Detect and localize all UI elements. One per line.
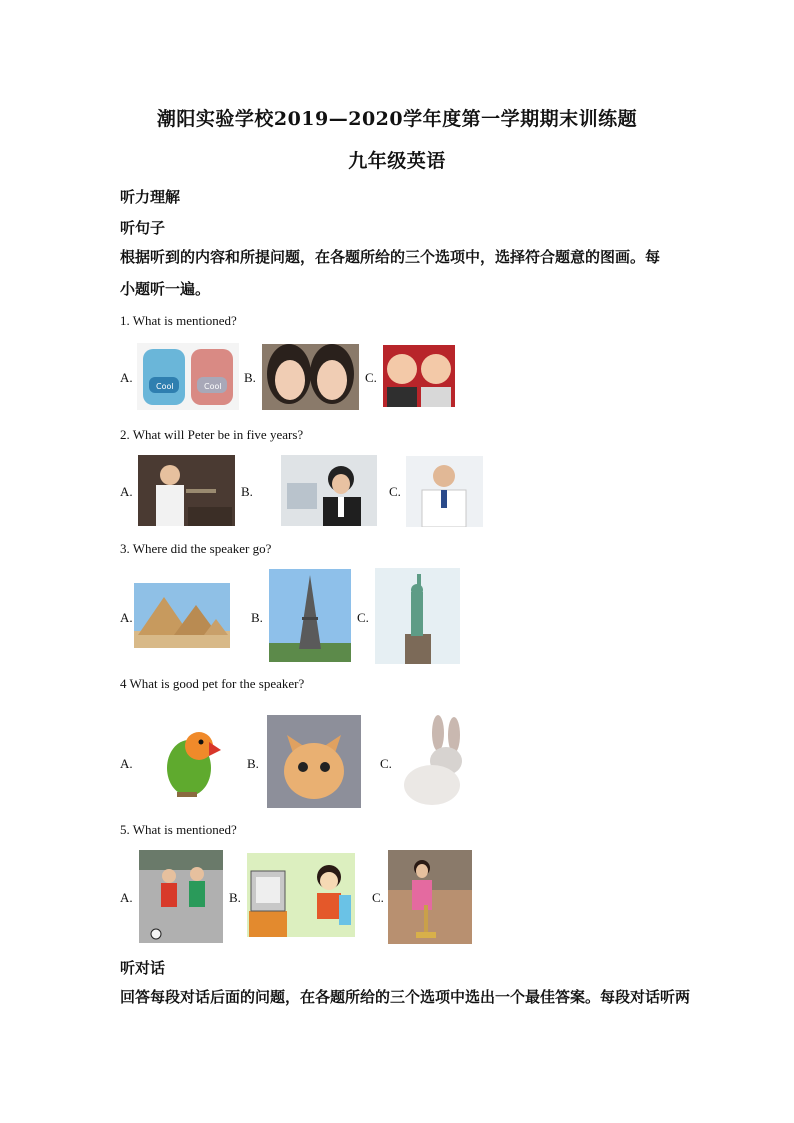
twin-babies-icon bbox=[383, 345, 455, 407]
q5-option-a-label: A. bbox=[120, 890, 133, 905]
pyramids-icon bbox=[134, 583, 230, 648]
rabbit-icon bbox=[398, 713, 474, 810]
section-heading-dialogues: 听对话 bbox=[120, 959, 166, 977]
q2-option-a-label: A. bbox=[120, 484, 133, 499]
school-bags-icon bbox=[137, 343, 239, 410]
kitten-icon bbox=[267, 715, 361, 808]
statue-of-liberty-icon bbox=[375, 568, 460, 664]
question-3: 3. Where did the speaker go? bbox=[120, 541, 272, 556]
waiter-icon bbox=[138, 455, 235, 526]
office-worker-icon bbox=[281, 455, 377, 526]
section-heading-listening: 听力理解 bbox=[120, 188, 181, 206]
q4-option-c-label: C. bbox=[380, 756, 392, 771]
q3-option-a-label: A. bbox=[120, 610, 133, 625]
q1-option-c-label: C. bbox=[365, 370, 377, 385]
page-subtitle: 九年级英语 bbox=[348, 150, 446, 172]
q1-option-a-label: A. bbox=[120, 370, 133, 385]
q2-option-c-label: C. bbox=[389, 484, 401, 499]
boys-football-icon bbox=[139, 850, 223, 943]
svg-text:Cool: Cool bbox=[156, 382, 174, 391]
eiffel-tower-icon bbox=[269, 569, 351, 662]
question-2: 2. What will Peter be in five years? bbox=[120, 427, 304, 442]
section-heading-sentences: 听句子 bbox=[120, 219, 166, 237]
svg-text:Cool: Cool bbox=[204, 382, 222, 391]
question-1: 1. What is mentioned? bbox=[120, 313, 237, 328]
q5-option-c-label: C. bbox=[372, 890, 384, 905]
doctor-icon bbox=[406, 456, 483, 527]
q4-option-a-label: A. bbox=[120, 756, 133, 771]
q2-option-b-label: B. bbox=[241, 484, 253, 499]
girl-tv-icon bbox=[247, 853, 355, 937]
section-instruction: 根据听到的内容和所提问题，在各题所给的三个选项中，选择符合题意的图画。每小题听一遍。 bbox=[120, 248, 661, 298]
q1-option-b-label: B. bbox=[244, 370, 256, 385]
q5-option-b-label: B. bbox=[229, 890, 241, 905]
q3-option-b-label: B. bbox=[251, 610, 263, 625]
parrot-icon bbox=[151, 722, 223, 800]
girl-sweeping-icon bbox=[388, 850, 472, 944]
twin-girls-icon bbox=[262, 344, 359, 410]
q4-option-b-label: B. bbox=[247, 756, 259, 771]
question-5: 5. What is mentioned? bbox=[120, 822, 237, 837]
q3-option-c-label: C. bbox=[357, 610, 369, 625]
page-title: 潮阳实验学校2019—2020学年度第一学期期末训练题 bbox=[156, 108, 638, 130]
question-4: 4 What is good pet for the speaker? bbox=[120, 676, 305, 691]
section2-instruction: 回答每段对话后面的问题，在各题所给的三个选项中选出一个最佳答案。每段对话听两 bbox=[120, 988, 691, 1006]
